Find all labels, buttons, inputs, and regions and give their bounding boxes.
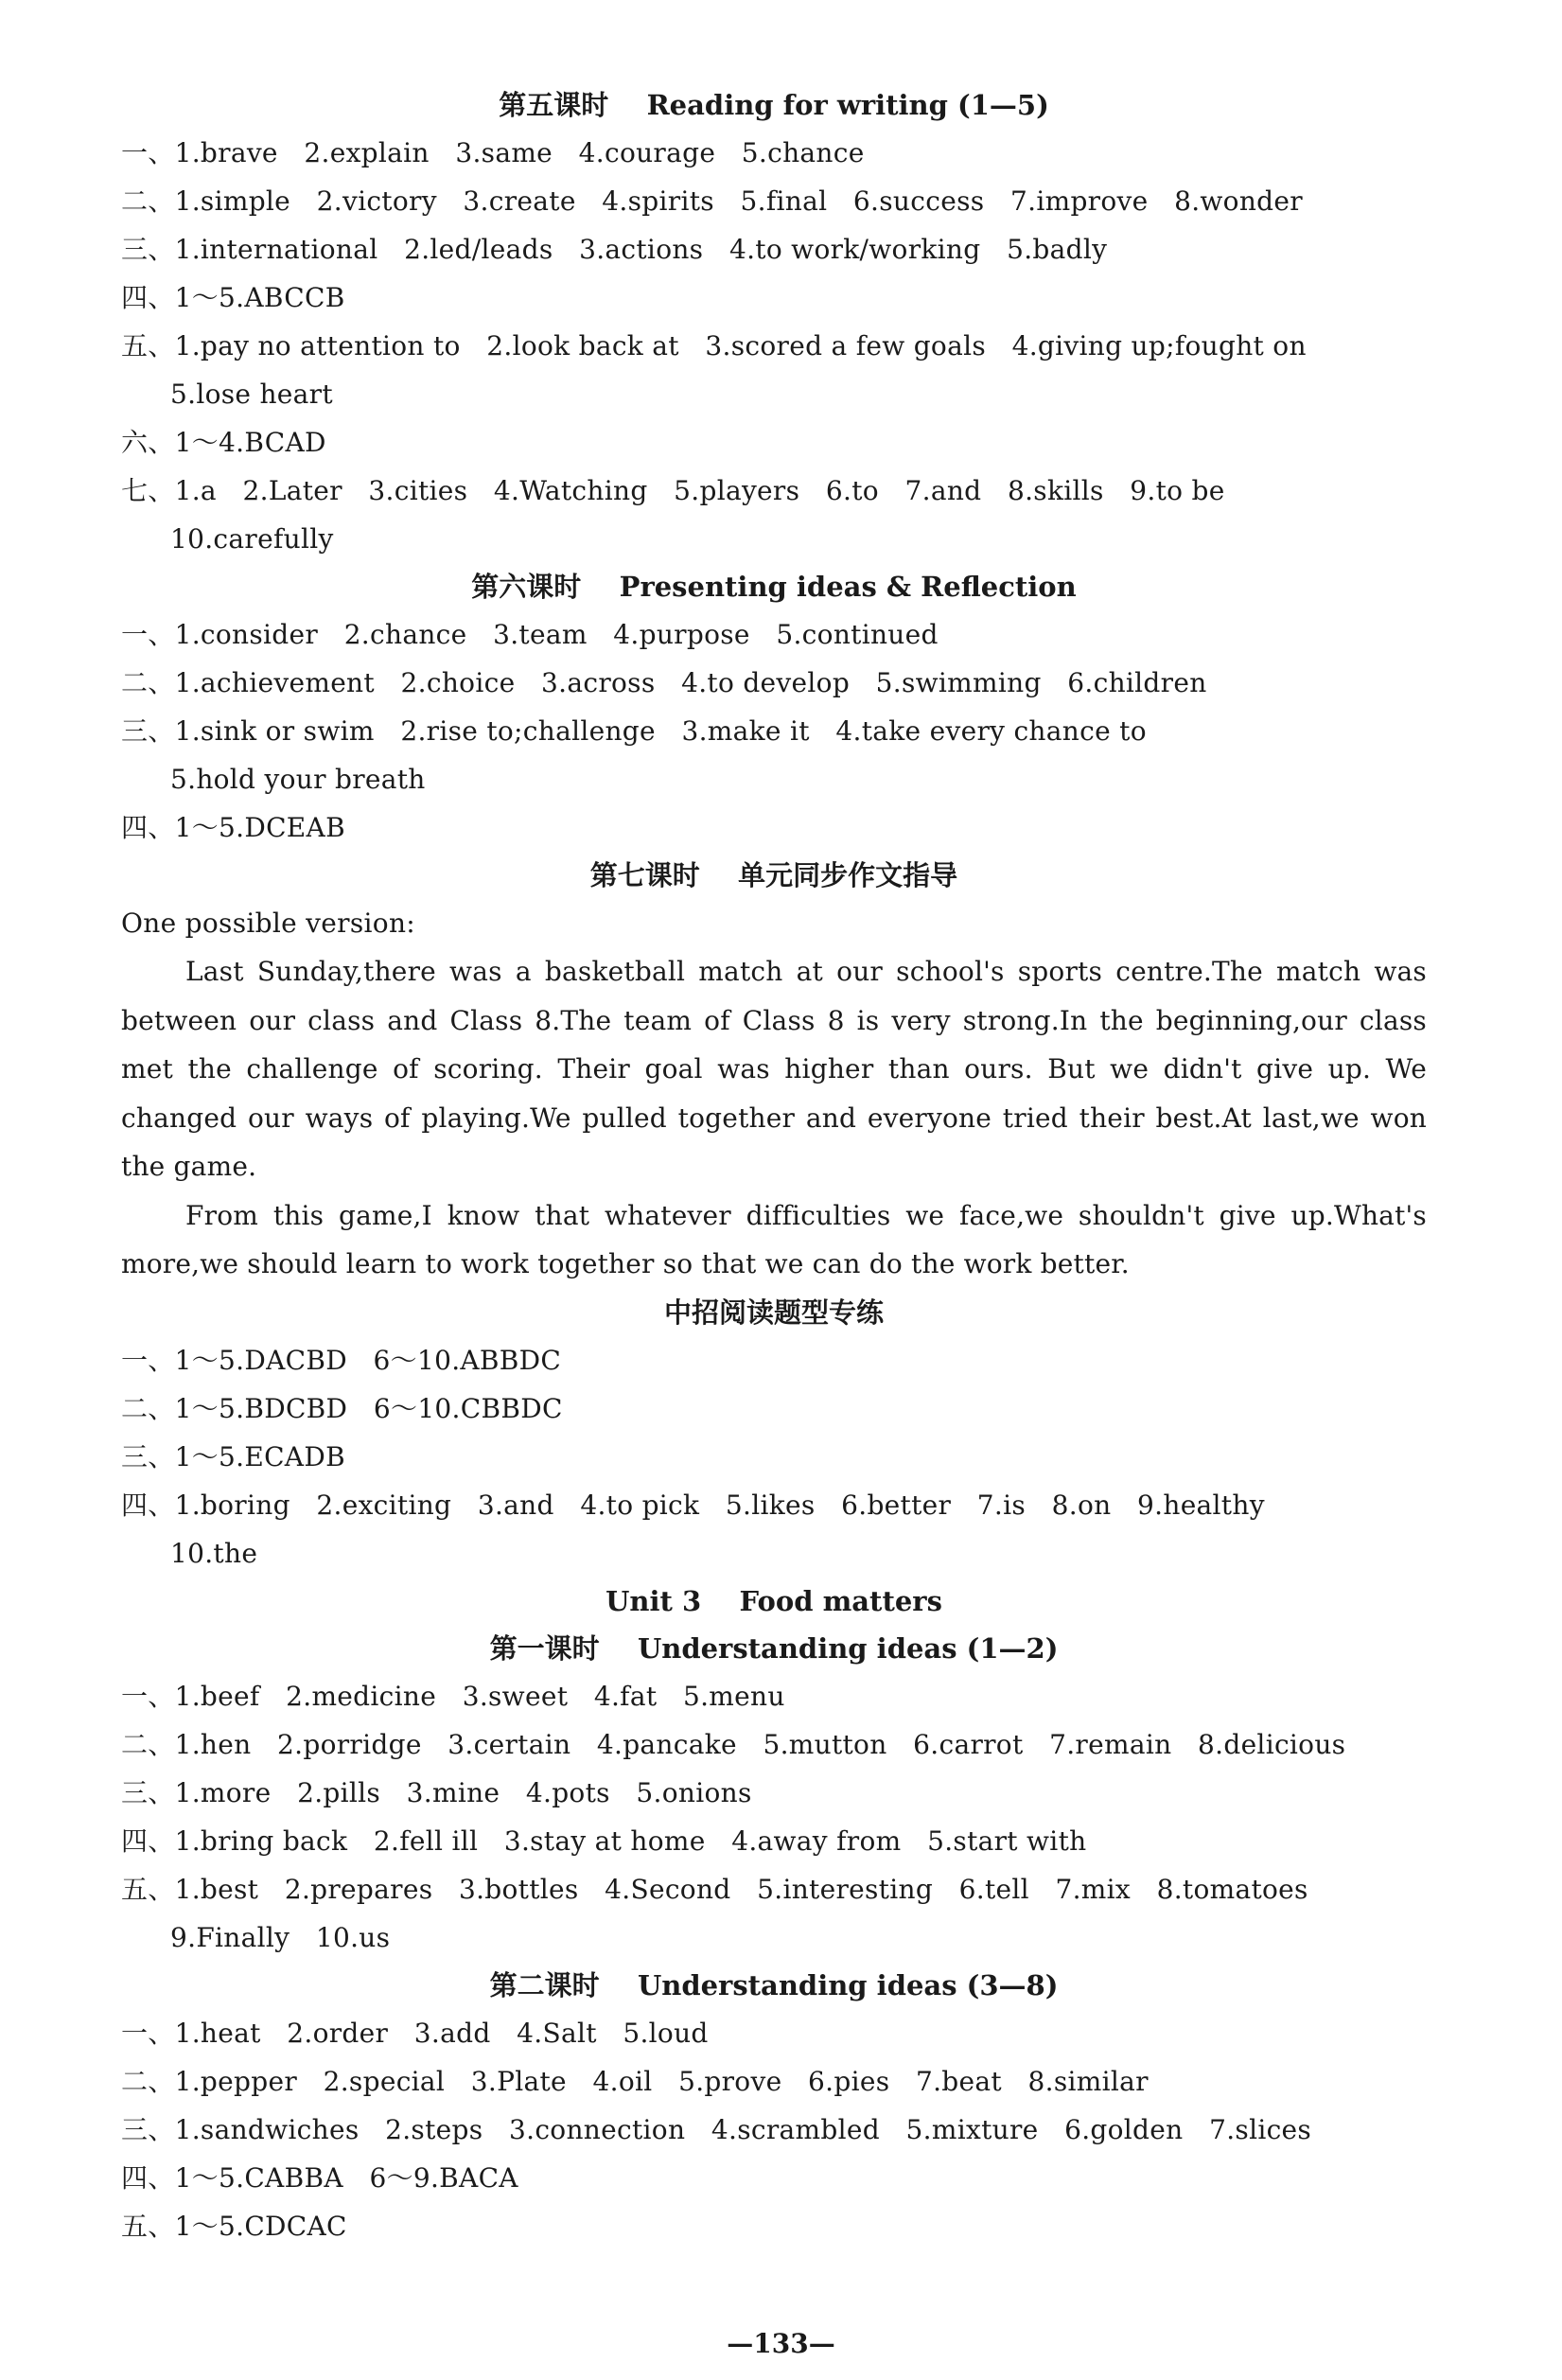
answer-line: 二、1～5.BDCBD 6～10.CBBDC (121, 1392, 563, 1424)
answer-line: 五、1.best 2.prepares 3.bottles 4.Second 5.interesting 6.tell 7.mix 8.tomatoes (121, 1873, 1308, 1905)
answer-line: 一、1.beef 2.medicine 3.sweet 4.fat 5.menu (121, 1680, 785, 1712)
answer-line: 五、1.pay no attention to 2.look back at 3.scored a few goals 4.giving up;fought on (121, 330, 1307, 361)
answer-line: 三、1.international 2.led/leads 3.actions 4.to work/working 5.badly (121, 234, 1108, 265)
answer-line: 一、1.consider 2.chance 3.team 4.purpose 5.continued (121, 619, 939, 650)
answer-line: 四、1～5.DCEAB (121, 812, 345, 843)
answer-line: 二、1.simple 2.victory 3.create 4.spirits 5.final 6.success 7.improve 8.wonder (121, 185, 1303, 217)
section-heading-lesson5: 第五课时 Reading for writing (1—5) (499, 89, 1049, 121)
essay-paragraph-1: Last Sunday,there was a basketball match at our school's sports centre.The match was between our class and Class 8.The team of Class 8 is very strong.In the beginning,our class met the challenge of scoring. Their goal was higher than ours. But we didn't give up. We changed our ways of playing.We pulled together and everyone tried their best.At last,we won the game. (121, 956, 1427, 1182)
section-heading-reading-practice: 中招阅读题型专练 (663, 1296, 884, 1329)
answer-line: 七、1.a 2.Later 3.cities 4.Watching 5.players 6.to 7.and 8.skills 9.to be (121, 475, 1225, 506)
answer-line-continued: 9.Finally 10.us (170, 1921, 391, 1953)
answer-line: 四、1～5.ABCCB (121, 282, 345, 313)
answer-content (121, 81, 1427, 2250)
answer-line: 一、1～5.DACBD 6～10.ABBDC (121, 1344, 562, 1376)
answer-line: 三、1.sandwiches 2.steps 3.connection 4.scrambled 5.mixture 6.golden 7.slices (121, 2113, 1312, 2145)
answer-line: 二、1.achievement 2.choice 3.across 4.to develop 5.swimming 6.children (121, 667, 1207, 698)
section-heading-lesson6: 第六课时 Presenting ideas & Reflection (471, 571, 1077, 603)
essay-paragraph-2: From this game,I know that whatever difficulties we face,we shouldn't give up.What's more,we should learn to work together so that we can do the work better. (121, 1199, 1427, 1279)
essay-intro: One possible version: (121, 908, 416, 939)
page-number: —133— (727, 2328, 835, 2359)
answer-line: 三、1～5.ECADB (121, 1440, 345, 1472)
section-heading-unit3-lesson2: 第二课时 Understanding ideas (3—8) (489, 1968, 1059, 2001)
answer-line: 一、1.heat 2.order 3.add 4.Salt 5.loud (121, 2017, 709, 2049)
answer-line-continued: 5.lose heart (170, 379, 333, 410)
answer-line: 六、1～4.BCAD (121, 427, 326, 458)
answer-line: 三、1.sink or swim 2.rise to;challenge 3.make it 4.take every chance to (121, 715, 1147, 747)
answer-line-continued: 10.carefully (170, 523, 334, 555)
section-heading-unit3-lesson1: 第一课时 Understanding ideas (1—2) (489, 1631, 1059, 1665)
answer-line: 二、1.hen 2.porridge 3.certain 4.pancake 5.mutton 6.carrot 7.remain 8.delicious (121, 1728, 1346, 1760)
unit-heading: Unit 3 Food matters (605, 1584, 942, 1617)
answer-line-continued: 10.the (170, 1537, 258, 1569)
answer-line: 三、1.more 2.pills 3.mine 4.pots 5.onions (121, 1776, 752, 1808)
answer-line: 四、1～5.CABBA 6～9.BACA (121, 2161, 518, 2194)
answer-line: 四、1.boring 2.exciting 3.and 4.to pick 5.likes 6.better 7.is 8.on 9.healthy (121, 1489, 1265, 1521)
section-heading-lesson7: 第七课时 单元同步作文指导 (589, 859, 958, 891)
answer-line-continued: 5.hold your breath (170, 764, 426, 795)
answer-line: 五、1～5.CDCAC (121, 2210, 347, 2242)
answer-line: 一、1.brave 2.explain 3.same 4.courage 5.chance (121, 137, 865, 168)
answer-line: 二、1.pepper 2.special 3.Plate 4.oil 5.prove 6.pies 7.beat 8.similar (121, 2065, 1149, 2097)
answer-line: 四、1.bring back 2.fell ill 3.stay at home 4.away from 5.start with (121, 1825, 1087, 1857)
